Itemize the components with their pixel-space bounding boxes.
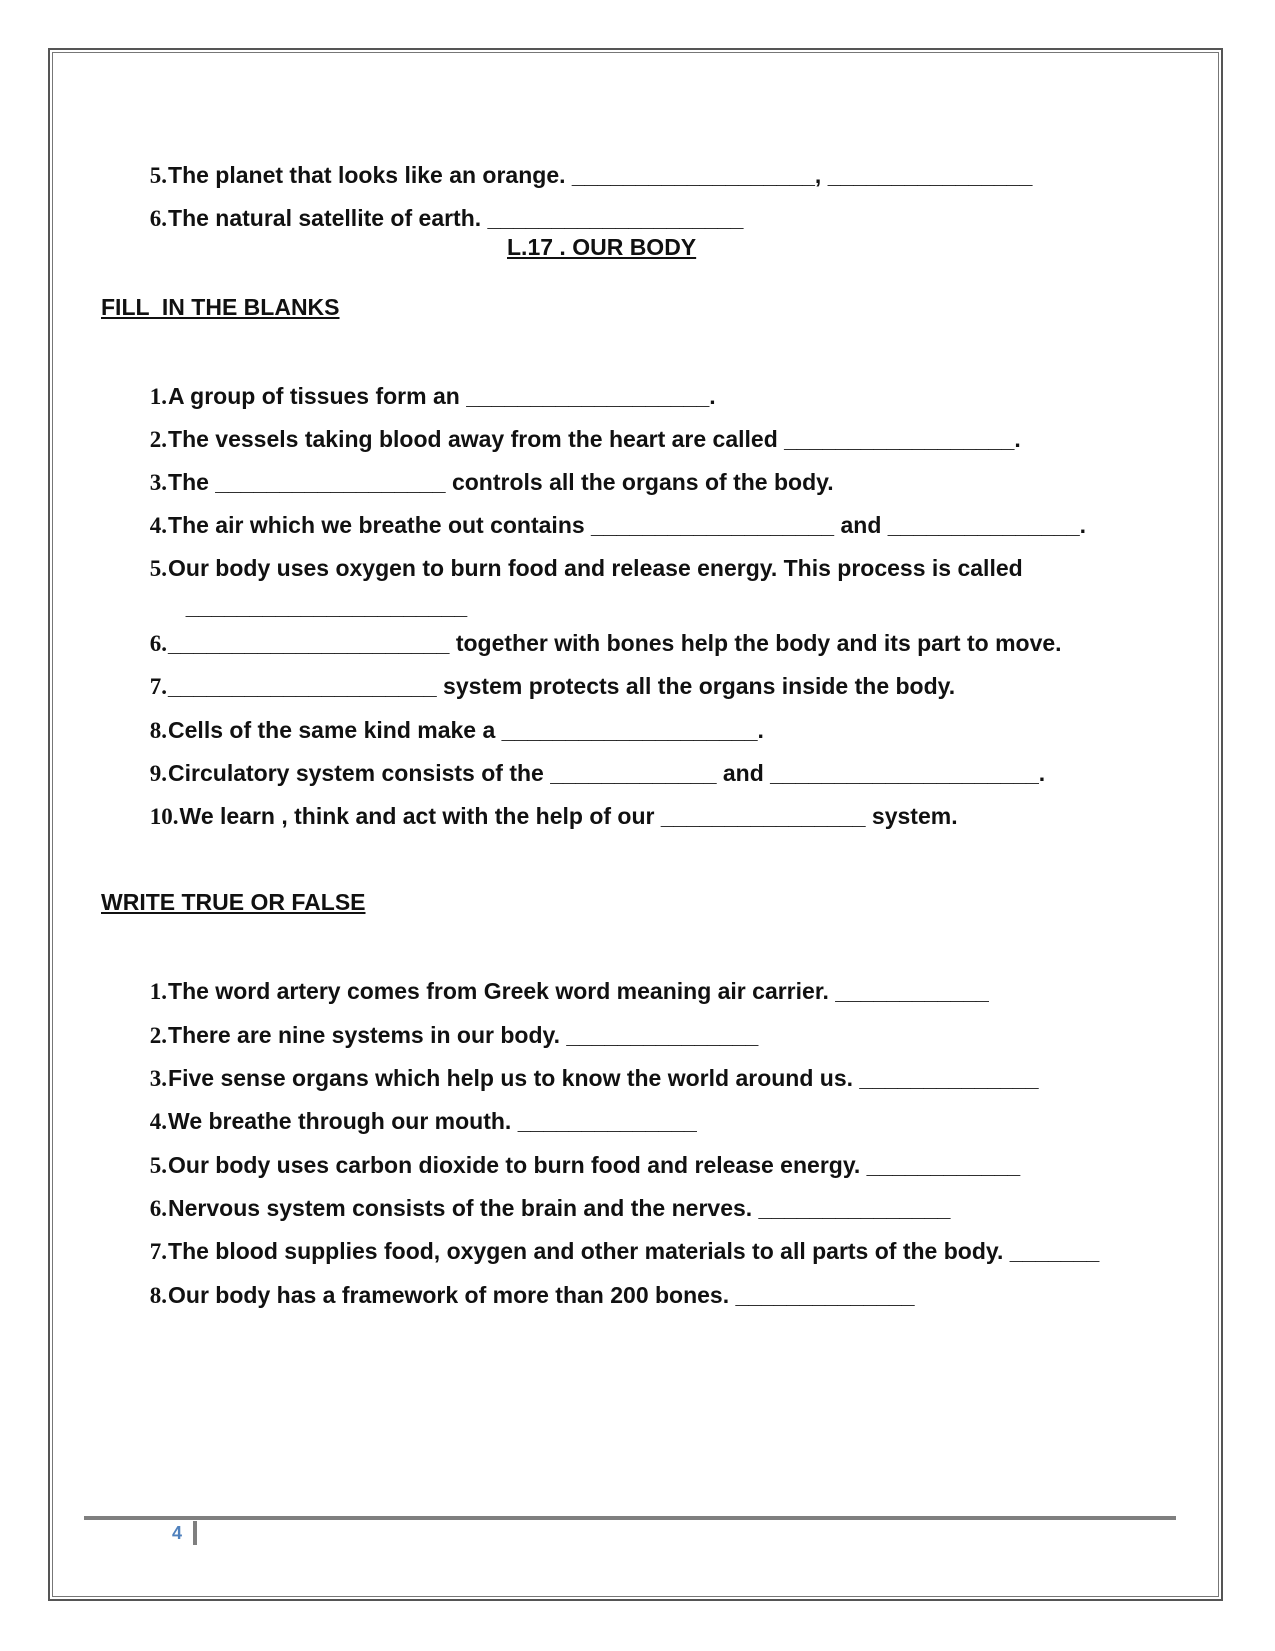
item-text: The planet that looks like an orange. ___________________, ________________ xyxy=(168,162,1033,188)
item-text: The word artery comes from Greek word meaning air carrier. ____________ xyxy=(168,978,989,1004)
item-number: 4. xyxy=(149,513,168,538)
item-text: _____________________ system protects all the organs inside the body. xyxy=(168,673,956,699)
item-text: The air which we breathe out contains ___________________ and _______________. xyxy=(168,512,1087,538)
item-number: 3. xyxy=(149,1066,168,1091)
item-number: 8. xyxy=(149,718,168,743)
lesson-title: L.17 . OUR BODY xyxy=(507,234,697,260)
fill-item-10 xyxy=(137,771,958,832)
item-text: Circulatory system consists of the _____________ and _____________________. xyxy=(168,760,1046,786)
item-text: Our body uses carbon dioxide to burn food and release energy. ____________ xyxy=(168,1152,1021,1178)
fill-blanks-heading: FILL IN THE BLANKS xyxy=(101,294,340,320)
item-text: Our body has a framework of more than 200 bones. ______________ xyxy=(168,1282,915,1308)
item-text: ______________________ together with bones help the body and its part to move. xyxy=(168,630,1062,656)
item-number: 1. xyxy=(149,384,168,409)
item-number: 2. xyxy=(149,427,168,452)
item-text: ______________________ xyxy=(185,593,468,619)
top-item-6 xyxy=(137,173,743,234)
item-number: 8. xyxy=(149,1283,168,1308)
item-text: The blood supplies food, oxygen and other materials to all parts of the body. _______ xyxy=(168,1238,1100,1264)
item-text: Cells of the same kind make a ____________________. xyxy=(168,717,764,743)
page-number: 4 xyxy=(172,1523,183,1543)
item-text: Five sense organs which help us to know the world around us. ______________ xyxy=(168,1065,1039,1091)
item-number: 7. xyxy=(149,674,168,699)
page-number-divider xyxy=(193,1521,197,1545)
item-number: 4. xyxy=(149,1109,168,1134)
item-text: We learn , think and act with the help of our ________________ system. xyxy=(179,803,958,829)
item-text: Our body uses oxygen to burn food and release energy. This process is called xyxy=(168,555,1023,581)
item-number: 9. xyxy=(149,761,168,786)
item-number: 10. xyxy=(149,804,179,829)
item-number: 3. xyxy=(149,470,168,495)
item-number: 7. xyxy=(149,1239,168,1264)
item-text: The natural satellite of earth. ____________________ xyxy=(168,205,744,231)
item-text: There are nine systems in our body. _______________ xyxy=(168,1022,759,1048)
item-number: 1. xyxy=(149,979,168,1004)
item-text: The __________________ controls all the organs of the body. xyxy=(168,469,834,495)
item-text: Nervous system consists of the brain and the nerves. _______________ xyxy=(168,1195,951,1221)
footer-rule xyxy=(84,1516,1176,1520)
item-text: A group of tissues form an ___________________. xyxy=(168,383,716,409)
true-false-heading: WRITE TRUE OR FALSE xyxy=(101,889,366,915)
item-number: 5. xyxy=(149,556,168,581)
item-text: We breathe through our mouth. ______________ xyxy=(168,1108,697,1134)
item-number: 5. xyxy=(149,1153,168,1178)
item-number: 6. xyxy=(149,206,168,231)
tf-item-8 xyxy=(137,1250,915,1311)
item-number: 6. xyxy=(149,1196,168,1221)
item-number: 6. xyxy=(149,631,168,656)
item-number: 5. xyxy=(149,163,168,188)
item-text: The vessels taking blood away from the heart are called __________________. xyxy=(168,426,1021,452)
item-number: 2. xyxy=(149,1023,168,1048)
